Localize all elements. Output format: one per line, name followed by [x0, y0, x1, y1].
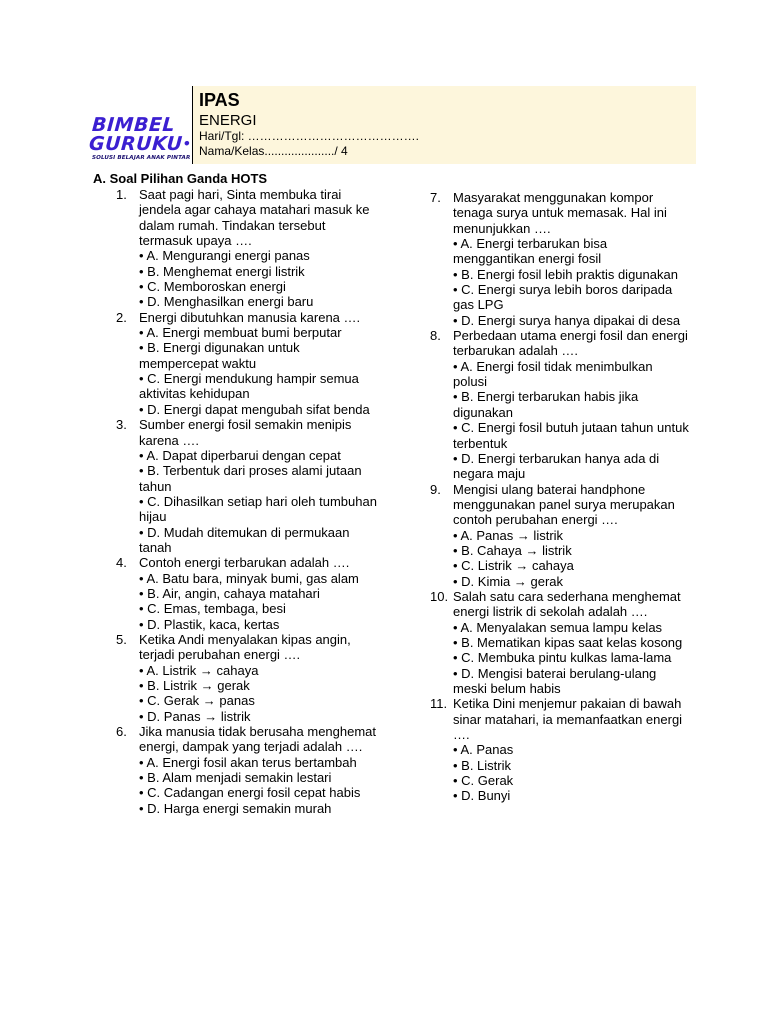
answer-option: • B. Cahaya → listrik: [453, 542, 572, 558]
question-number: 10.: [430, 588, 449, 604]
answer-option: • B. Listrik → gerak: [139, 678, 250, 693]
question-item: [116, 555, 378, 632]
answer-option: • C. Energi surya lebih boros daripada gas LPG: [453, 282, 673, 313]
question-number: 6.: [116, 724, 127, 740]
question-number: 5.: [116, 631, 127, 647]
answer-option: • A. Panas → listrik: [453, 527, 564, 543]
answer-option: • D. Energi terbarukan hanya ada di negara maju: [453, 450, 660, 482]
topic-title: ENERGI: [199, 112, 257, 129]
question-text: Jika manusia tidak berusaha menghemat energi, dampak yang terjadi adalah ….: [139, 724, 377, 755]
question-item: [116, 724, 378, 816]
logo: [88, 114, 192, 166]
question-text: Ketika Dini menjemur pakaian di bawah sinar matahari, ia memanfaatkan energi ….: [453, 696, 683, 743]
answer-option: • C. Membuka pintu kulkas lama-lama: [453, 650, 672, 666]
answer-option: • C. Listrik → cahaya: [453, 558, 574, 574]
answer-option: • B. Alam menjadi semakin lestari: [139, 770, 332, 786]
question-number: 1.: [116, 187, 127, 202]
question-item: [116, 310, 378, 417]
answer-option: • B. Mematikan kipas saat kelas kosong: [453, 634, 683, 650]
question-text: Perbedaan utama energi fosil dan energi terbarukan adalah ….: [453, 328, 688, 359]
name-class-field: Nama/Kelas...................../ 4: [199, 144, 348, 158]
question-item: [116, 632, 378, 724]
answer-option: • B. Air, angin, cahaya matahari: [139, 585, 320, 601]
question-number: 8.: [430, 328, 441, 344]
question-number: 7.: [430, 190, 441, 205]
answer-option: • A. Mengurangi energi panas: [139, 248, 310, 264]
answer-option: • D. Kimia → gerak: [453, 573, 564, 589]
date-field: Hari/Tgl: …………………………………….: [199, 129, 420, 143]
question-item: [430, 328, 690, 481]
question-number: 11.: [430, 696, 448, 712]
question-text: Salah satu cara sederhana menghemat energi listrik di sekolah adalah ….: [453, 588, 681, 620]
answer-option: • B. Energi terbarukan habis jika digunakan: [453, 389, 639, 420]
answer-option: • D. Menghasilkan energi baru: [139, 294, 314, 310]
answer-option: • C. Gerak: [453, 773, 514, 789]
answer-option: • C. Energi mendukung hampir semua aktivitas kehidupan: [139, 371, 359, 402]
answer-option: • A. Batu bara, minyak bumi, gas alam: [139, 570, 359, 586]
answer-option: • B. Menghemat energi listrik: [139, 263, 305, 279]
answer-option: • C. Energi fosil butuh jutaan tahun untuk terbentuk: [453, 420, 689, 451]
answer-option: • A. Energi terbarukan bisa menggantikan energi fosil: [453, 236, 608, 267]
question-text: Saat pagi hari, Sinta membuka tirai jendela agar cahaya matahari masuk ke dalam rumah. Tindakan tersebut termasuk upaya ….: [139, 187, 370, 249]
answer-option: • A. Listrik → cahaya: [139, 662, 259, 678]
question-number: 9.: [430, 481, 441, 497]
question-text: Masyarakat menggunakan kompor tenaga surya untuk memasak. Hal ini menunjukkan ….: [453, 190, 667, 236]
answer-option: • D. Energi dapat mengubah sifat benda: [139, 401, 370, 417]
question-text: Mengisi ulang baterai handphone menggunakan panel surya merupakan contoh perubahan energi ….: [453, 481, 675, 528]
answer-option: • D. Bunyi: [453, 788, 511, 804]
question-item: [430, 589, 690, 696]
question-number: 2.: [116, 309, 127, 325]
question-item: [430, 190, 690, 328]
question-text: Sumber energi fosil semakin menipis karena ….: [139, 417, 352, 448]
question-text: Ketika Andi menyalakan kipas angin, terjadi perubahan energi ….: [139, 631, 351, 663]
logo-dot: •: [182, 137, 192, 152]
answer-option: • C. Cadangan energi fosil cepat habis: [139, 785, 361, 801]
answer-option: • A. Energi fosil tidak menimbulkan polusi: [453, 358, 653, 390]
question-text: Contoh energi terbarukan adalah ….: [139, 555, 350, 571]
question-number: 3.: [116, 417, 127, 433]
logo-line-1: BIMBEL: [91, 114, 176, 136]
answer-option: • D. Panas → listrik: [139, 708, 251, 724]
logo-line-2: [88, 133, 192, 155]
question-number: 4.: [116, 555, 127, 571]
question-text: Energi dibutuhkan manusia karena ….: [139, 309, 361, 325]
answer-option: • C. Memboroskan energi: [139, 279, 286, 295]
questions-right-column: [430, 190, 690, 804]
logo-tagline: SOLUSI BELAJAR ANAK PINTAR: [92, 155, 191, 161]
question-item: [430, 696, 690, 803]
section-title: A. Soal Pilihan Ganda HOTS: [93, 171, 268, 186]
question-item: [430, 482, 690, 589]
answer-option: • B. Energi digunakan untuk mempercepat waktu: [139, 340, 300, 371]
answer-option: • D. Plastik, kaca, kertas: [139, 616, 280, 632]
worksheet-header: [192, 86, 696, 164]
question-item: [116, 417, 378, 555]
answer-option: • D. Energi surya hanya dipakai di desa: [453, 312, 681, 328]
answer-option: • C. Gerak → panas: [139, 693, 255, 709]
answer-option: • A. Dapat diperbarui dengan cepat: [139, 447, 341, 463]
answer-option: • B. Listrik: [453, 757, 512, 773]
answer-option: • C. Dihasilkan setiap hari oleh tumbuhan hijau: [139, 493, 377, 525]
question-item: [116, 187, 378, 310]
answer-option: • B. Terbentuk dari proses alami jutaan tahun: [139, 463, 362, 494]
answer-option: • B. Energi fosil lebih praktis digunakan: [453, 266, 678, 282]
answer-option: • A. Menyalakan semua lampu kelas: [453, 619, 663, 635]
answer-option: • A. Panas: [453, 742, 514, 758]
answer-option: • C. Emas, tembaga, besi: [139, 601, 286, 617]
subject-title: IPAS: [199, 90, 240, 110]
answer-option: • D. Mengisi baterai berulang-ulang meski belum habis: [453, 665, 657, 696]
answer-option: • A. Energi fosil akan terus bertambah: [139, 754, 357, 770]
logo-line-2-text: GURUKU: [88, 133, 184, 155]
questions-left-column: [116, 187, 378, 816]
answer-option: • A. Energi membuat bumi berputar: [139, 325, 342, 341]
answer-option: • D. Harga energi semakin murah: [139, 800, 332, 816]
answer-option: • D. Mudah ditemukan di permukaan tanah: [139, 524, 350, 555]
